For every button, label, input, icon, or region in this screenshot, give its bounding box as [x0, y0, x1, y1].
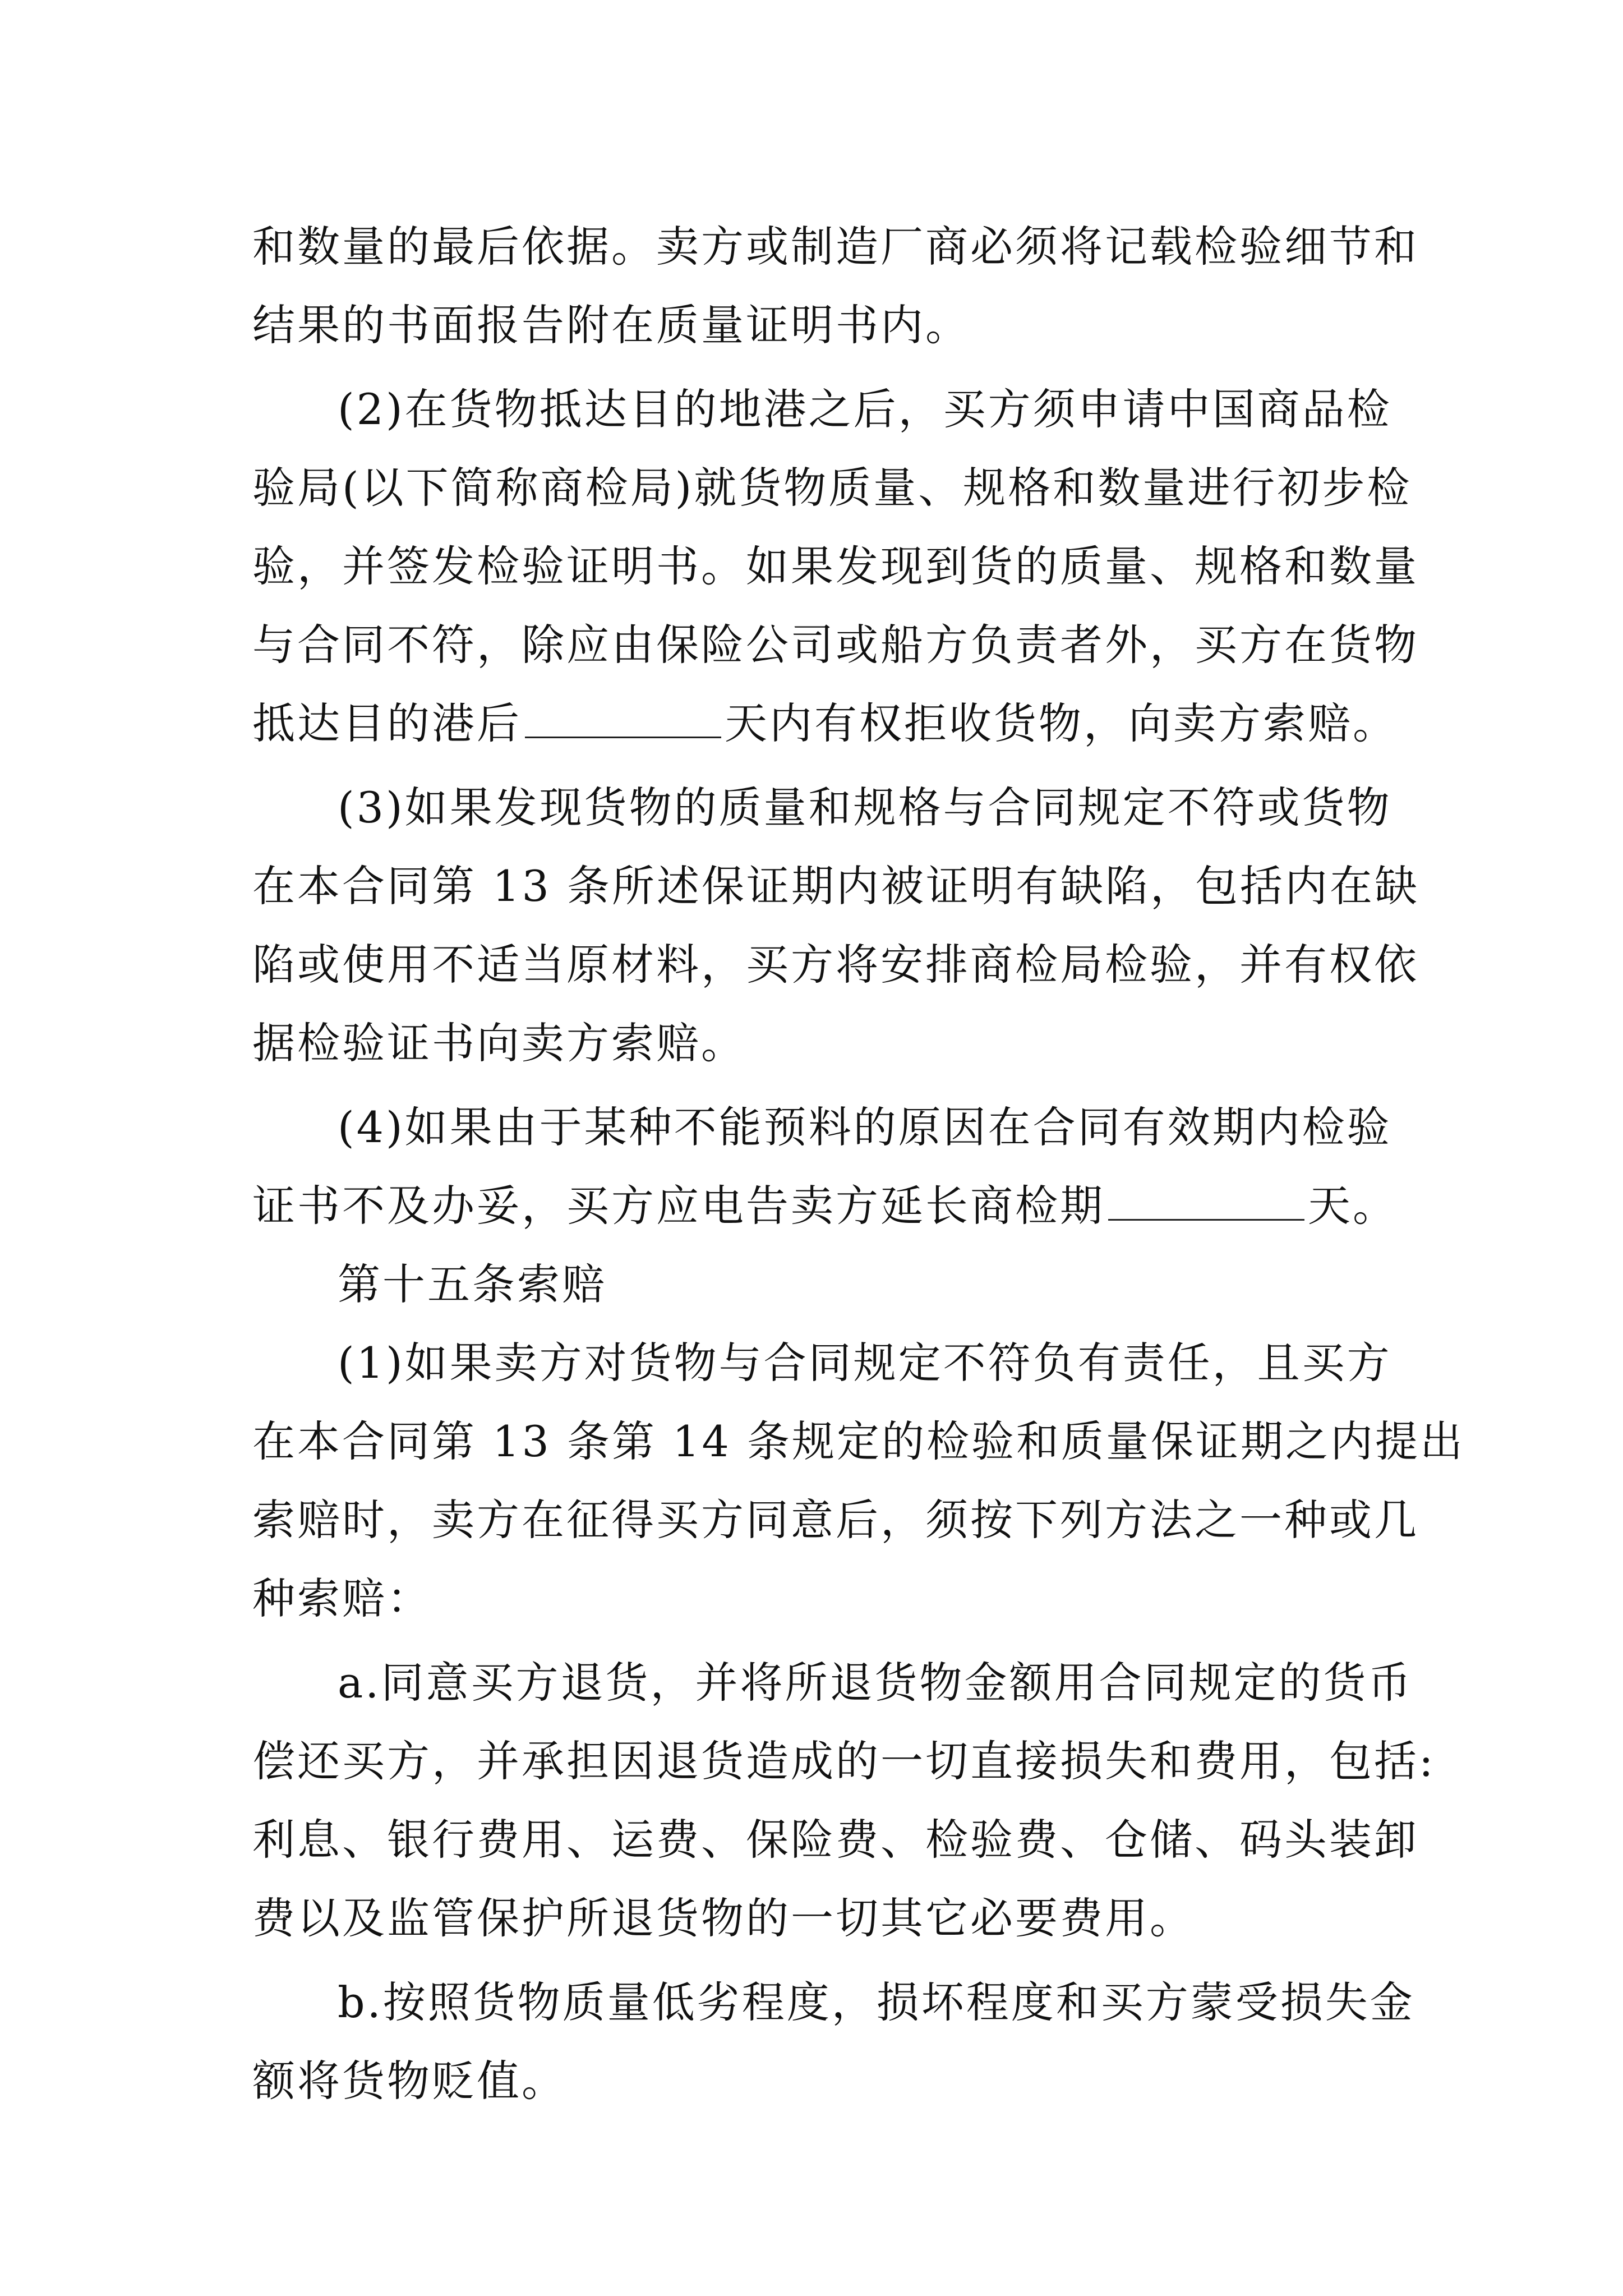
text-line: 偿还买方，并承担因退货造成的一切直接损失和费用，包括:	[252, 1736, 1436, 1786]
text-segment: 证书不及办妥，买方应电告卖方延长商检期	[252, 1181, 1105, 1231]
text-segment: 天内有权拒收货物，向卖方索赔。	[725, 698, 1398, 748]
clause-2-line: (2)在货物抵达目的地港之后，买方须申请中国商品检	[338, 384, 1392, 434]
text-line: 验，并签发检验证明书。如果发现到货的质量、规格和数量	[252, 541, 1419, 591]
clause-4-line: (4)如果由于某种不能预料的原因在合同有效期内检验	[338, 1102, 1392, 1152]
option-b-line: b.按照货物质量低劣程度，损坏程度和买方蒙受损失金	[338, 1977, 1415, 2027]
text-line: 在本合同第 13 条第 14 条规定的检验和质量保证期之内提出	[252, 1416, 1465, 1466]
text-line: 验局(以下简称商检局)就货物质量、规格和数量进行初步检	[252, 463, 1412, 513]
text-line: 和数量的最后依据。卖方或制造厂商必须将记载检验细节和	[252, 222, 1419, 272]
text-line-with-blank	[252, 1167, 1398, 1245]
claim-clause-1-line: (1)如果卖方对货物与合同规定不符负有责任，且买方	[338, 1338, 1392, 1388]
fill-in-blank[interactable]	[1108, 1185, 1304, 1221]
clause-3-line: (3)如果发现货物的质量和规格与合同规定不符或货物	[338, 783, 1392, 832]
text-line: 结果的书面报告附在质量证明书内。	[252, 300, 970, 350]
text-segment: 抵达目的港后	[252, 698, 522, 748]
text-line: 索赔时，卖方在征得买方同意后，须按下列方法之一种或几	[252, 1495, 1419, 1545]
text-line: 与合同不符，除应由保险公司或船方负责者外，买方在货物	[252, 620, 1419, 670]
text-line: 据检验证书向卖方索赔。	[252, 1018, 746, 1068]
option-a-line: a.同意买方退货，并将所退货物金额用合同规定的货币	[338, 1658, 1413, 1708]
text-line: 种索赔：	[252, 1573, 432, 1623]
text-line: 陷或使用不适当原材料，买方将安排商检局检验，并有权依	[252, 940, 1419, 990]
text-segment: 天。	[1308, 1181, 1398, 1231]
article-heading: 第十五条索赔	[338, 1259, 607, 1309]
text-line: 额将货物贬值。	[252, 2056, 566, 2106]
text-line: 利息、银行费用、运费、保险费、检验费、仓储、码头装卸	[252, 1815, 1419, 1865]
text-line-with-blank	[252, 684, 1398, 763]
text-line: 费以及监管保护所退货物的一切其它必要费用。	[252, 1893, 1195, 1943]
text-line: 在本合同第 13 条所述保证期内被证明有缺陷，包括内在缺	[252, 861, 1420, 911]
fill-in-blank[interactable]	[525, 703, 721, 738]
